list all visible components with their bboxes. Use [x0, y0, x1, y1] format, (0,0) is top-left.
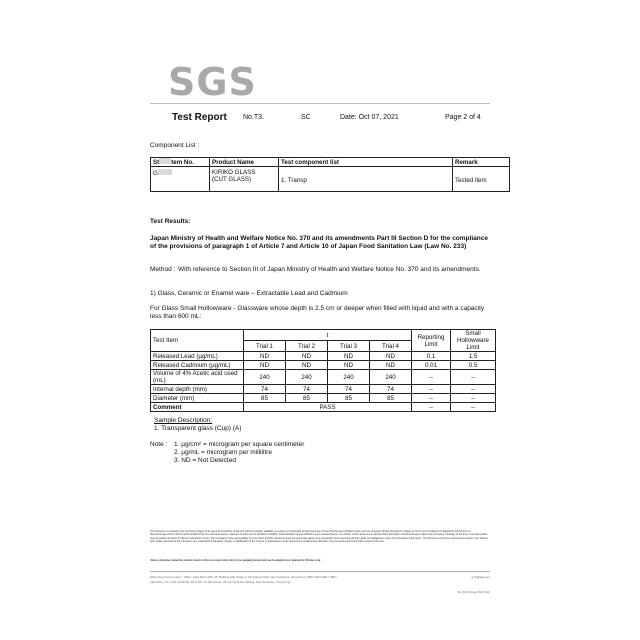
comment-label: Comment — [151, 403, 244, 412]
reporting-limit-value: -- — [412, 370, 451, 385]
limit-value: -- — [451, 370, 496, 385]
product-name-header: Product Name — [210, 158, 279, 167]
trial-value: 74 — [286, 385, 328, 394]
limit-value: -- — [451, 385, 496, 394]
item-no-value: G — [153, 170, 158, 177]
trial-value: ND — [328, 352, 370, 361]
trial-value: ND — [286, 352, 328, 361]
table-row — [151, 394, 496, 403]
test-results-title: Test Results: — [150, 218, 191, 225]
trial-2-header: Trial 2 — [286, 341, 328, 352]
component-table — [150, 157, 510, 192]
table-row — [151, 352, 496, 361]
table-row — [151, 361, 496, 370]
table-row — [151, 385, 496, 394]
comment-value: PASS — [244, 403, 412, 412]
reporting-limit-header: Reporting Limit — [412, 330, 451, 352]
footer-right — [458, 575, 490, 595]
table-row — [151, 167, 510, 192]
sgs-logo: SGS — [168, 60, 257, 104]
limit-value: -- — [451, 394, 496, 403]
section-heading: 1) Glass, Ceramic or Enamel ware – Extractable Lead and Cadmium — [150, 290, 348, 297]
small-hollowware-text: For Glass Small Hollowware - Glassware whose depth is 2.5 cm or deeper when filled with liquid and with a capacity less than 600 mL: — [150, 305, 485, 320]
remark-header: Remark — [453, 158, 510, 167]
terms-fine-print: This document is issued by the Company subject to its General Conditions of Service printed overleaf, available on request or accessible at http://www.sgs.com/en/Terms-and-Conditions.aspx and, for electronic format documents, subject to Terms and Conditions for Electronic Documents at http://www.sgs.com/en/Terms-and-Conditions/Terms-e-Document.aspx. Attention is drawn to the limitation of liability, indemnification and jurisdiction issues defined therein. Any holder of this document is advised that information contained hereon reflects the Company's findings at the time of its intervention only and within the limits of Client's instructions, if any. The Company's sole responsibility is to its Client and this document does not exonerate parties to a transaction from exercising all their rights and obligations under the transaction documents. This document cannot be reproduced except in full, without prior written approval of the Company. Any unauthorized alteration, forgery or falsification of the content or appearance of this document is unlawful and offenders may be prosecuted to the fullest extent of the law. — [150, 530, 488, 543]
trial-value: 74 — [244, 385, 286, 394]
row-item: Diameter (mm) — [151, 394, 244, 403]
trial-value: 240 — [244, 370, 286, 385]
component-list-label: Component List : — [150, 142, 200, 149]
trial-value: ND — [244, 361, 286, 370]
item-no-header-suffix: tem No. — [171, 159, 194, 166]
test-component-header: Test component list — [279, 158, 453, 167]
reporting-limit-value: -- — [412, 403, 451, 412]
test-component-cell — [279, 167, 453, 192]
trial-value: 240 — [328, 370, 370, 385]
item-no-header — [151, 158, 210, 167]
remark-cell: Tested item — [453, 167, 510, 192]
test-item-header: Test Item — [151, 330, 244, 352]
report-title: Test Report — [172, 112, 227, 123]
footer-address-office: SGS Hong Kong Limited │ Office: Units 303 & 305, 3/F Building 22E, Phase 3, HK Science Park, New Territories, Hong Kong t (852) 2204 4481 f (852) — [150, 575, 337, 579]
trial-1-header: Trial 1 — [244, 341, 286, 352]
note-label: Note : — [150, 441, 168, 448]
trial-value: 240 — [286, 370, 328, 385]
trial-value: 240 — [370, 370, 412, 385]
note-item: 3. ND = Not Detected — [174, 457, 236, 464]
table-row — [151, 370, 496, 385]
trial-value: 85 — [328, 394, 370, 403]
row-item: Released Lead (µg/mL) — [151, 352, 244, 361]
sample-description-item: 1. Transparent glass (Cup) (A) — [154, 425, 242, 432]
sample-description-label: Sample Description: — [154, 417, 213, 424]
trial-value: ND — [370, 361, 412, 370]
trials-group-header: t — [244, 330, 412, 341]
trial-value: ND — [370, 352, 412, 361]
table-row — [151, 403, 496, 412]
trial-value: 74 — [370, 385, 412, 394]
limit-value: 1.5 — [451, 352, 496, 361]
row-item: Released Cadmium (µg/mL) — [151, 361, 244, 370]
test-component-value: 1. Transp — [281, 176, 307, 184]
footer-group: the SGS Group (SGS SA) — [457, 590, 490, 594]
product-name-cell: KIRIKO GLASS (CUT GLASS) — [210, 167, 279, 192]
item-no-cell — [151, 167, 210, 192]
reporting-limit-value: -- — [412, 394, 451, 403]
report-date: Date: Oct 07, 2021 — [340, 114, 399, 121]
row-item: Volume of 4% Acetic acid used (mL) — [151, 370, 244, 385]
reporting-limit-value: 0.1 — [412, 352, 451, 361]
note-item: 1. µg/cm² = microgram per square centimeter — [174, 441, 305, 448]
trial-value: ND — [286, 361, 328, 370]
method-text: With reference to Section III of Japan Ministry of Health and Welfare Notice No. 370 and its amendments. — [178, 266, 481, 273]
trial-value: 85 — [370, 394, 412, 403]
footer-address-lab: Laboratory: 1/F, Units 19-28 3/F, 4/F & 5/F, Ox Wai Centre, 25 Lok Yip Road, Fanling, New Territories, Hong Kong — [150, 580, 291, 584]
trial-value: ND — [328, 361, 370, 370]
trial-3-header: Trial 3 — [328, 341, 370, 352]
limit-value: -- — [451, 403, 496, 412]
results-table — [150, 329, 496, 412]
reporting-limit-value: 0.01 — [412, 361, 451, 370]
small-hollowware-limit-header: Small Hollowware Limit — [451, 330, 496, 352]
item-no-header-prefix: St — [153, 159, 160, 166]
page-number: Page 2 of 4 — [445, 114, 481, 121]
row-item: Internal depth (mm) — [151, 385, 244, 394]
redacted-block — [158, 169, 172, 175]
trial-value: 85 — [286, 394, 328, 403]
note-item: 2. µg/mL = microgram per millilitre — [174, 449, 272, 456]
method-label: Method : — [150, 266, 176, 273]
regulation-text: Japan Ministry of Health and Welfare Notice No. 370 and its amendments Part III Section D for the compliance of the provisions of paragraph 1 of Article 7 and Article 10 of Japan Food Sanitation Law (Law No. 233) — [150, 235, 488, 250]
footer-divider — [150, 571, 490, 572]
reporting-limit-value: -- — [412, 385, 451, 394]
trial-value: 85 — [244, 394, 286, 403]
redacted-block — [159, 158, 171, 164]
trial-value: ND — [244, 352, 286, 361]
report-number: No.T3. — [243, 114, 265, 121]
footer — [150, 575, 490, 594]
trial-4-header: Trial 4 — [370, 341, 412, 352]
report-number-suffix: .SC — [299, 114, 311, 121]
trial-value: 74 — [328, 385, 370, 394]
footer-email: g.hk@sgs.com — [471, 575, 490, 579]
results-disclaimer: Unless otherwise stated the results shown in this test report refer only to the sample(s) tested and such sample(s) are retained for 30 days only. — [150, 559, 321, 562]
header-divider — [150, 103, 490, 104]
limit-value: 0.5 — [451, 361, 496, 370]
